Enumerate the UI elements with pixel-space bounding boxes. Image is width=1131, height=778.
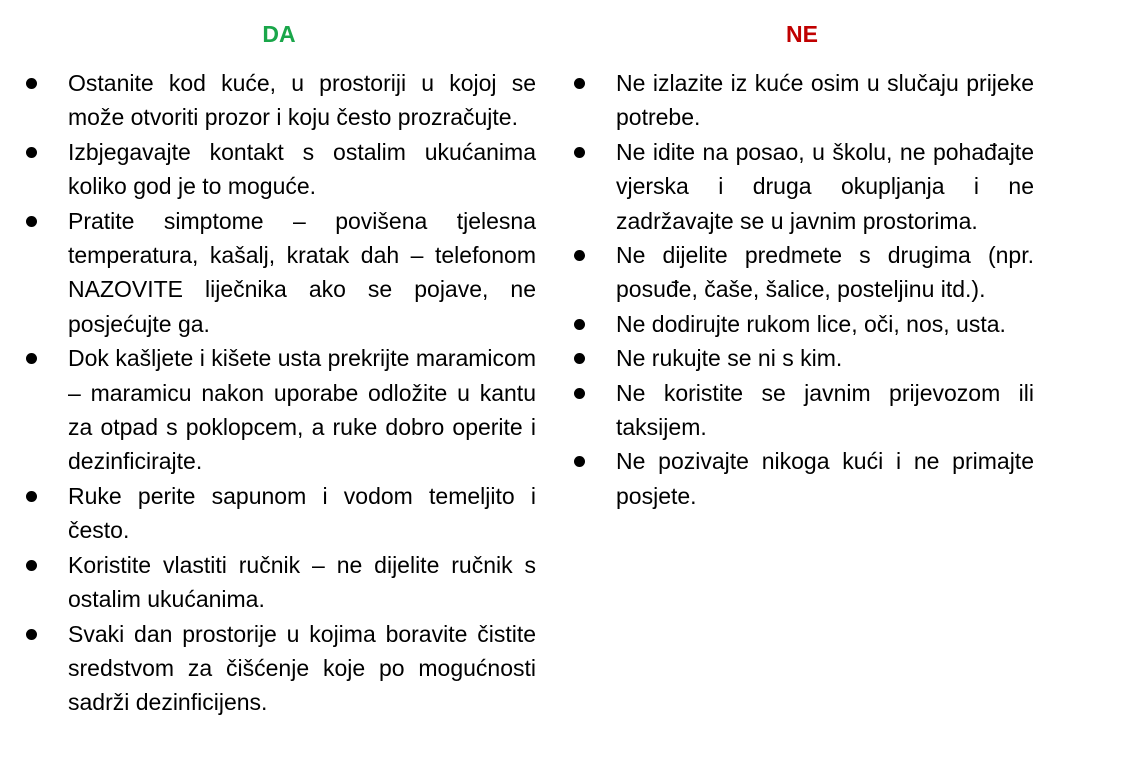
bullet-icon [574,456,585,467]
bullet-icon [574,250,585,261]
bullet-icon [26,353,37,364]
ne-list-item [570,66,1034,135]
ne-list-item [570,238,1034,307]
da-heading: DA [262,21,296,47]
da-list-item [22,341,536,479]
ne-item-text: Ne koristite se javnim prijevozom ili taksijem. [616,379,1034,441]
ne-list-item [570,376,1034,445]
ne-list-item [570,135,1034,238]
da-column [22,0,536,720]
da-item-text: Dok kašljete i kišete usta prekrijte maramicom – maramicu nakon uporabe odložite u kantu za otpad s poklopcem, a ruke dobro operite i dezinficirajte. [68,345,536,475]
bullet-icon [574,147,585,158]
ne-list-item [570,307,1034,341]
da-list-item [22,204,536,342]
ne-list [570,66,1034,513]
da-list [22,66,536,720]
da-item-text: Koristite vlastiti ručnik – ne dijelite ručnik s ostalim ukućanima. [68,551,536,613]
ne-heading: NE [786,21,818,47]
bullet-icon [574,78,585,89]
da-list-item [22,617,536,720]
bullet-icon [574,388,585,399]
ne-item-text: Ne rukujte se ni s kim. [616,345,843,372]
ne-item-text: Ne idite na posao, u školu, ne pohađajte vjerska i druga okupljanja i ne zadržavajte se u javnim prostorima. [616,138,1034,234]
ne-list-item [570,444,1034,513]
bullet-icon [574,319,585,330]
ne-item-text: Ne pozivajte nikoga kući i ne primajte posjete. [616,448,1034,509]
bullet-icon [26,216,37,227]
bullet-icon [26,147,37,158]
ne-item-text: Ne dodirujte rukom lice, oči, nos, usta. [616,310,1006,337]
ne-item-text: Ne izlazite iz kuće osim u slučaju prijeke potrebe. [616,70,1034,131]
bullet-icon [26,491,37,502]
ne-list-item [570,341,1034,375]
da-list-item [22,135,536,204]
bullet-icon [26,78,37,89]
da-list-item [22,66,536,135]
bullet-icon [26,560,37,571]
ne-column [570,0,1034,513]
ne-item-text: Ne dijelite predmete s drugima (npr. posuđe, čaše, šalice, posteljinu itd.). [616,242,1034,303]
da-item-text: Ruke perite sapunom i vodom temeljito i često. [68,482,536,544]
bullet-icon [574,353,585,364]
bullet-icon [26,629,37,640]
da-item-text: Izbjegavajte kontakt s ostalim ukućanima koliko god je to moguće. [68,138,536,200]
da-list-item [22,548,536,617]
da-item-text: Ostanite kod kuće, u prostoriji u kojoj se može otvoriti prozor i koju često prozračujte. [68,70,536,131]
da-list-item [22,479,536,548]
da-item-text: Svaki dan prostorije u kojima boravite čistite sredstvom za čišćenje koje po mogućnosti sadrži dezinficijens. [68,620,536,716]
da-item-text: Pratite simptome – povišena tjelesna temperatura, kašalj, kratak dah – telefonom NAZOVITE liječnika ako se pojave, ne posjećujte ga. [68,207,536,337]
